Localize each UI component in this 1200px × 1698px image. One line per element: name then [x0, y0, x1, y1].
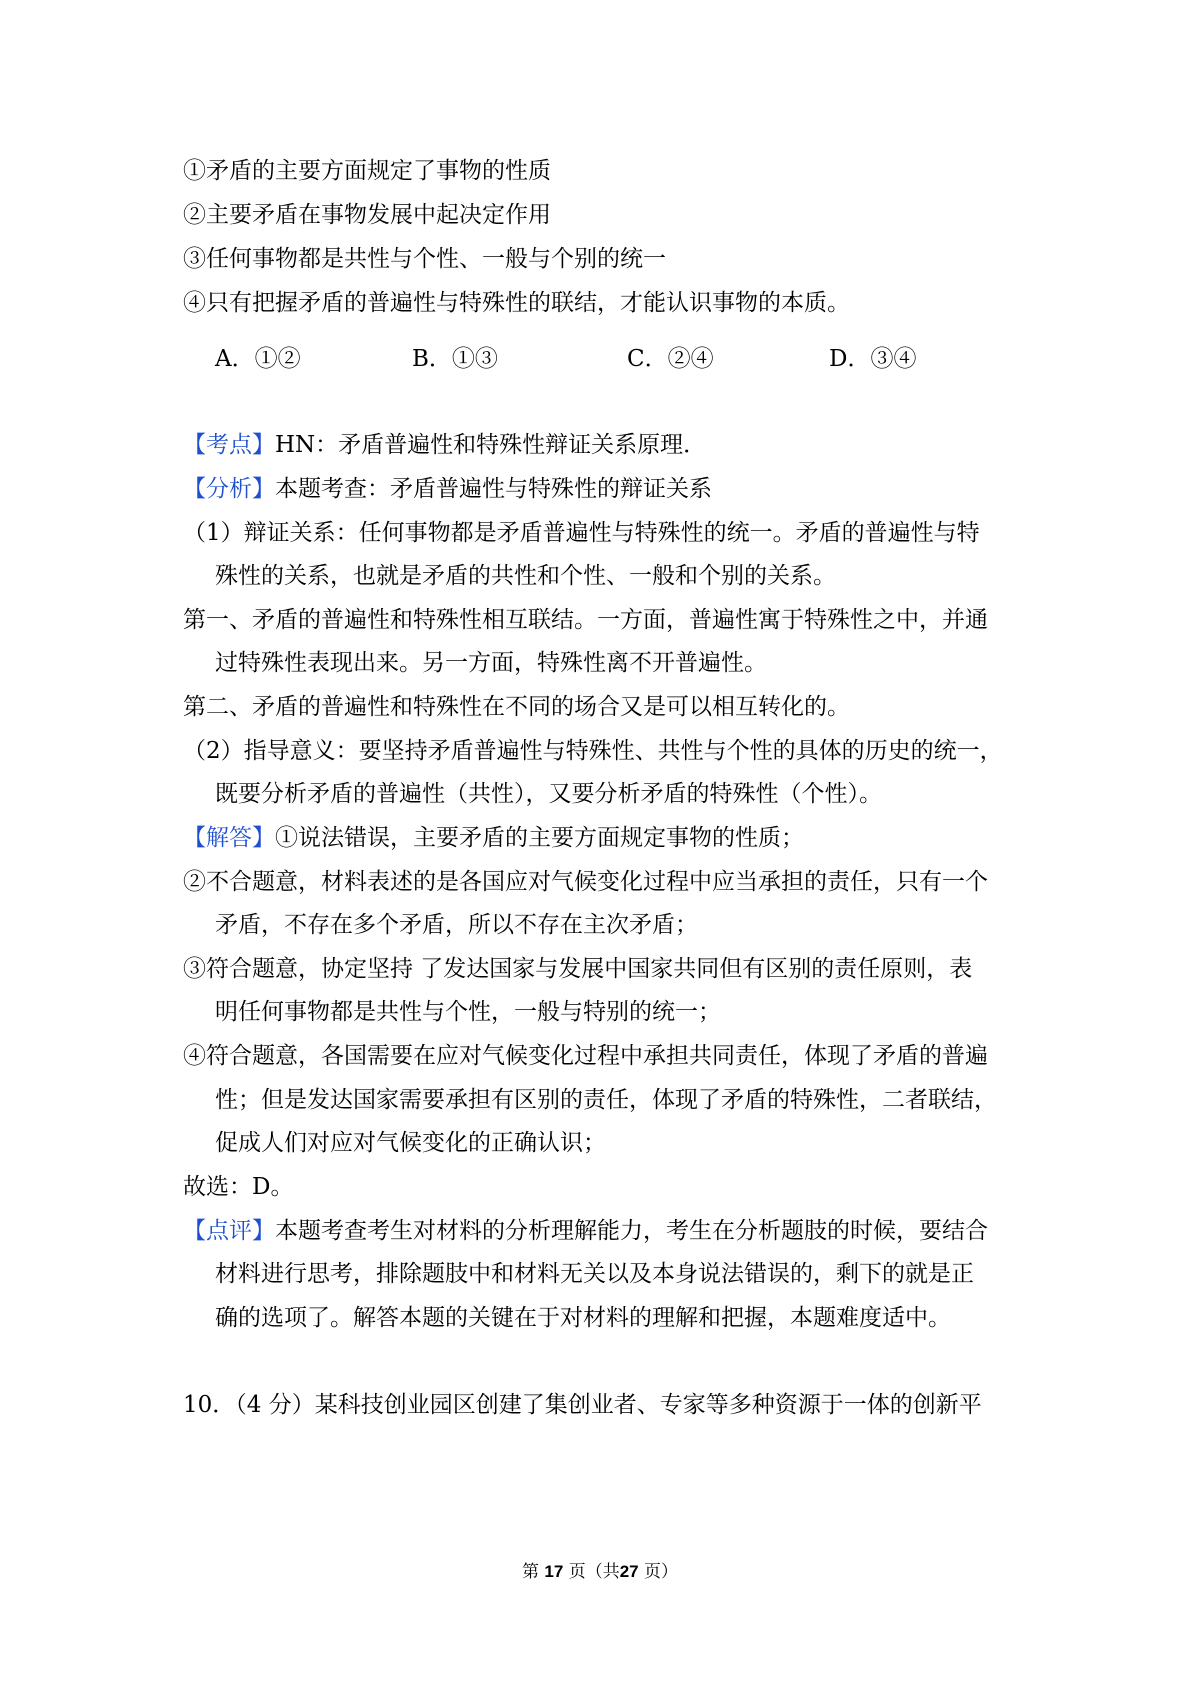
option-b: B．①③: [412, 346, 498, 372]
footer-mid: 页（共: [568, 1562, 620, 1582]
jieda-line: [183, 823, 804, 853]
dianping-line: [183, 1216, 988, 1246]
fenxi-body: 过特殊性表现出来。另一方面，特殊性离不开普遍性。: [215, 650, 767, 676]
option-a: A．①②: [215, 346, 301, 372]
fenxi-body: （1）辩证关系：任何事物都是矛盾普遍性与特殊性的统一。矛盾的普遍性与特: [183, 520, 980, 546]
fenxi-body: 既要分析矛盾的普遍性（共性），又要分析矛盾的特殊性（个性）。: [215, 781, 882, 807]
option-d: D．③④: [829, 346, 917, 372]
fenxi-body: （2）指导意义：要坚持矛盾普遍性与特殊性、共性与个性的具体的历史的统一，: [183, 738, 1003, 764]
jieda-text: ①说法错误，主要矛盾的主要方面规定事物的性质；: [275, 825, 804, 851]
kaodian-text: HN：矛盾普遍性和特殊性辩证关系原理．: [275, 432, 707, 458]
jieda-body: 促成人们对应对气候变化的正确认识；: [215, 1130, 606, 1156]
stem-line: ④只有把握矛盾的普遍性与特殊性的联结，才能认识事物的本质。: [183, 290, 850, 316]
page-footer: [0, 1560, 1200, 1584]
jieda-body: 矛盾，不存在多个矛盾，所以不存在主次矛盾；: [215, 912, 698, 938]
kaodian-tag: 【考点】: [183, 432, 275, 458]
jieda-body: 明任何事物都是共性与个性，一般与特别的统一；: [215, 999, 721, 1025]
footer-pre: 第: [521, 1562, 539, 1582]
jieda-body: ③符合题意，协定坚持 了发达国家与发展中国家共同但有区别的责任原则，表: [183, 956, 973, 982]
dianping-body: 确的选项了。解答本题的关键在于对材料的理解和把握，本题难度适中。: [215, 1305, 951, 1331]
next-question: 10．（4 分）某科技创业园区创建了集创业者、专家等多种资源于一体的创新平: [183, 1392, 982, 1418]
fenxi-tag: 【分析】: [183, 476, 275, 502]
stem-line: ②主要矛盾在事物发展中起决定作用: [183, 202, 551, 228]
fenxi-body: 第一、矛盾的普遍性和特殊性相互联结。一方面，普遍性寓于特殊性之中，并通: [183, 607, 988, 633]
dianping-body: 材料进行思考，排除题肢中和材料无关以及本身说法错误的，剩下的就是正: [215, 1261, 974, 1287]
footer-post: 页）: [644, 1562, 679, 1582]
jieda-body: ④符合题意，各国需要在应对气候变化过程中承担共同责任，体现了矛盾的普遍: [183, 1043, 988, 1069]
jieda-tag: 【解答】: [183, 825, 275, 851]
dianping-tag: 【点评】: [183, 1218, 275, 1244]
jieda-body: 性；但是发达国家需要承担有区别的责任，体现了矛盾的特殊性，二者联结，: [215, 1087, 997, 1113]
kaodian-line: [183, 430, 706, 460]
jieda-answer: 故选：D。: [183, 1174, 294, 1200]
fenxi-text: 本题考查：矛盾普遍性与特殊性的辩证关系: [275, 476, 712, 502]
fenxi-body: 殊性的关系，也就是矛盾的共性和个性、一般和个别的关系。: [215, 563, 836, 589]
fenxi-body: 第二、矛盾的普遍性和特殊性在不同的场合又是可以相互转化的。: [183, 694, 850, 720]
stem-line: ①矛盾的主要方面规定了事物的性质: [183, 158, 551, 184]
dianping-text: 本题考查考生对材料的分析理解能力，考生在分析题肢的时候，要结合: [275, 1218, 988, 1244]
jieda-body: ②不合题意，材料表述的是各国应对气候变化过程中应当承担的责任，只有一个: [183, 869, 988, 895]
stem-line: ③任何事物都是共性与个性、一般与个别的统一: [183, 246, 666, 272]
fenxi-line: [183, 474, 712, 504]
option-c: C．②④: [627, 346, 714, 372]
footer-total-pages: 27: [619, 1562, 639, 1581]
footer-page-number: 17: [544, 1562, 564, 1581]
